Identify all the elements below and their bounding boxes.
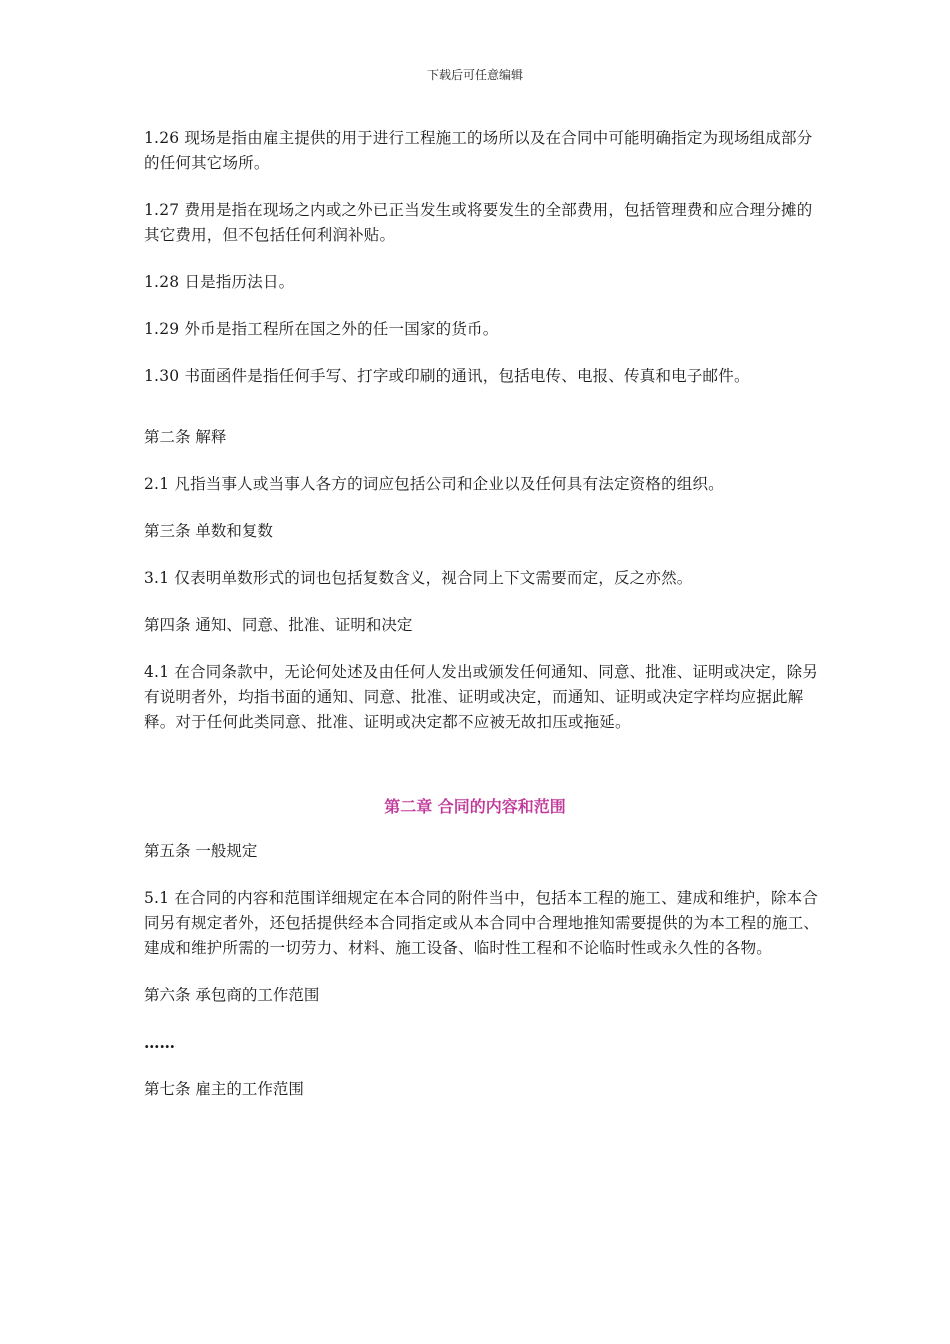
- article-4-title: 第四条 通知、同意、批准、证明和决定: [144, 616, 413, 634]
- article-6-title: 第六条 承包商的工作范围: [144, 986, 320, 1004]
- clause-1-29: 1.29 外币是指工程所在国之外的任一国家的货币。: [144, 320, 499, 338]
- article-2-title: 第二条 解释: [144, 428, 227, 446]
- article-3-title: 第三条 单数和复数: [144, 522, 273, 540]
- chapter-2-heading: 第二章 合同的内容和范围: [384, 797, 566, 816]
- clause-2-1: 2.1 凡指当事人或当事人各方的词应包括公司和企业以及任何具有法定资格的组织。: [144, 475, 724, 493]
- document-body: [144, 126, 824, 1124]
- clause-5-1: 5.1 在合同的内容和范围详细规定在本合同的附件当中，包括本工程的施工、建成和维护，除本合同另有规定者外，还包括提供经本合同指定或从本合同中合理地推知需要提供的为本工程的施工、建成和维护所需的一切劳力、材料、施工设备、临时性工程和不论临时性或永久性的各物。: [144, 889, 820, 957]
- article-7-title: 第七条 雇主的工作范围: [144, 1080, 304, 1098]
- article-5-title: 第五条 一般规定: [144, 842, 258, 860]
- clause-1-30: 1.30 书面函件是指任何手写、打字或印刷的通讯，包括电传、电报、传真和电子邮件。: [144, 367, 750, 385]
- clause-1-28: 1.28 日是指历法日。: [144, 273, 295, 291]
- clause-1-26: 1.26 现场是指由雇主提供的用于进行工程施工的场所以及在合同中可能明确指定为现场组成部分的任何其它场所。: [144, 129, 813, 172]
- ellipsis: ……: [144, 1033, 175, 1052]
- clause-4-1: 4.1 在合同条款中，无论何处述及由任何人发出或颁发任何通知、同意、批准、证明或决定，除另有说明者外，均指书面的通知、同意、批准、证明或决定，而通知、证明或决定字样均应据此解释。对于任何此类同意、批准、证明或决定都不应被无故扣压或拖延。: [144, 663, 819, 731]
- clause-1-27: 1.27 费用是指在现场之内或之外已正当发生或将要发生的全部费用，包括管理费和应合理分摊的其它费用，但不包括任何利润补贴。: [144, 201, 813, 244]
- download-note: 下载后可任意编辑: [426, 68, 523, 82]
- clause-3-1: 3.1 仅表明单数形式的词也包括复数含义，视合同上下文需要而定，反之亦然。: [144, 569, 693, 587]
